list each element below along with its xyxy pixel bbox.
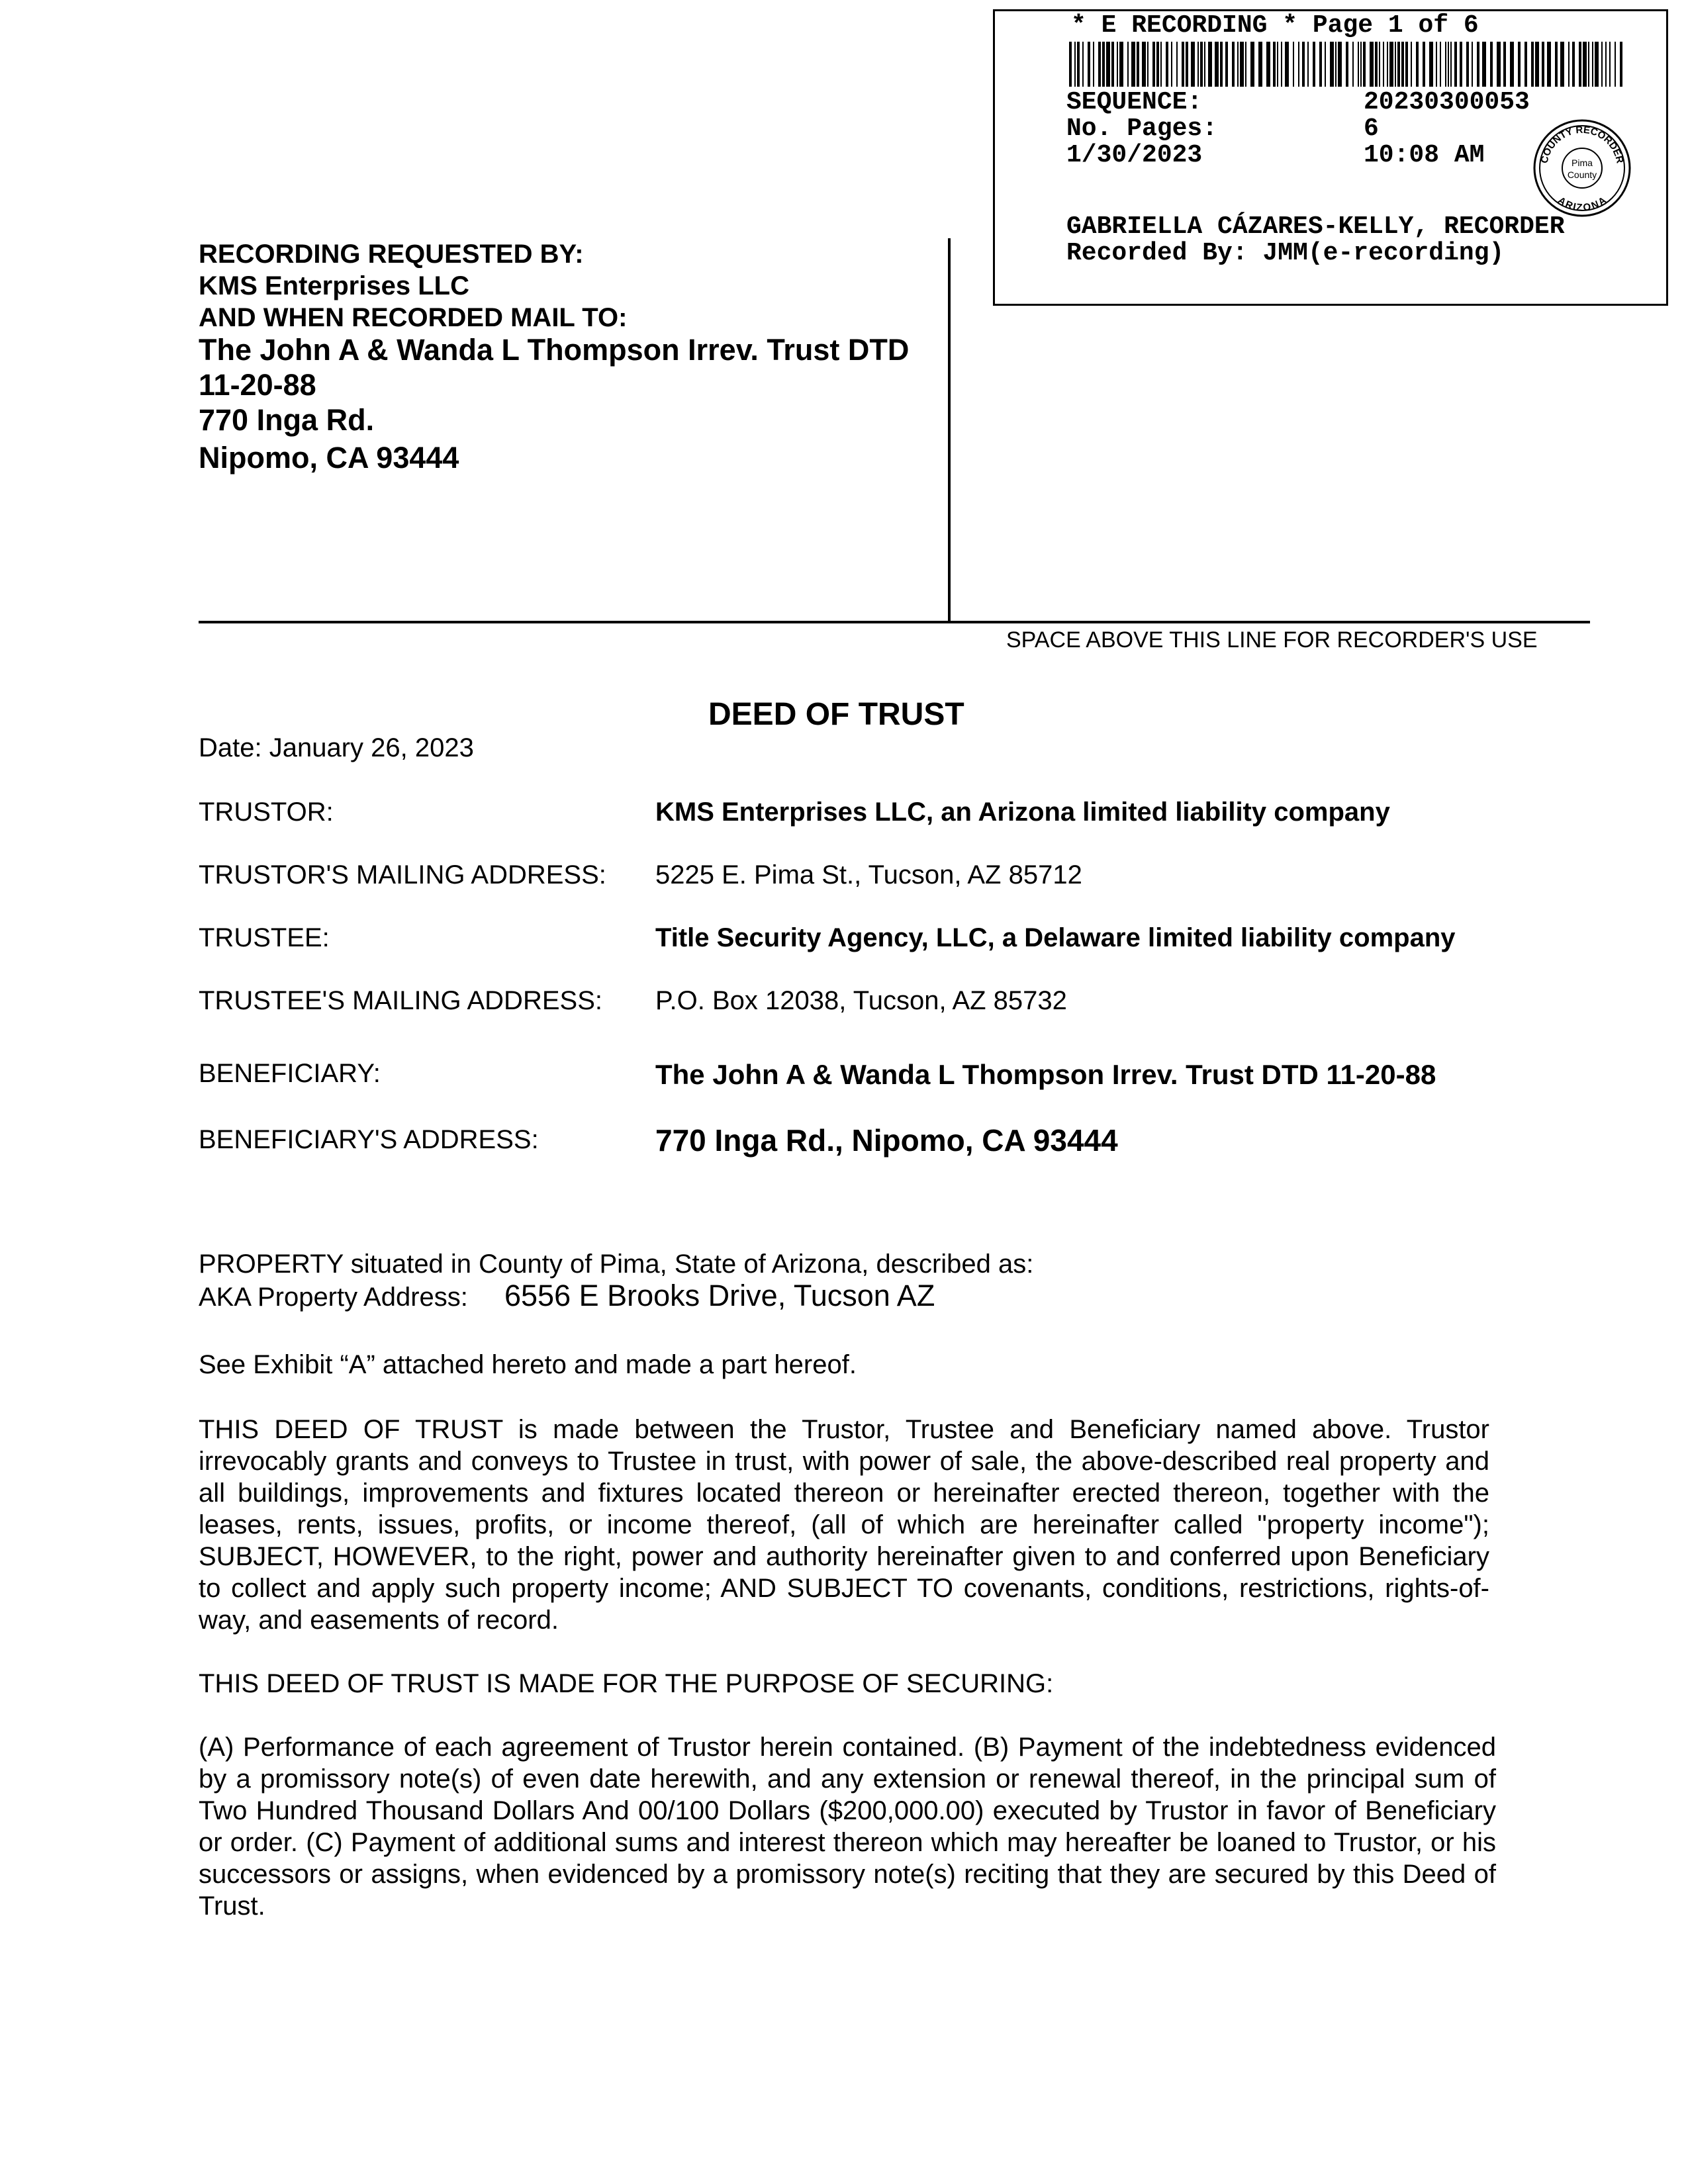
barcode-bar (1338, 42, 1342, 87)
barcode-bar (1620, 42, 1622, 87)
barcode-bar (1429, 42, 1433, 87)
barcode-bar (1346, 42, 1348, 87)
barcode-bar (1482, 42, 1486, 87)
barcode-bar (1298, 42, 1299, 87)
recorded-time: 10:08 AM (1364, 141, 1485, 169)
barcode-bar (1166, 42, 1168, 87)
barcode-bar (1319, 42, 1322, 87)
barcode-bar (1191, 42, 1195, 87)
barcode-bar (1313, 42, 1315, 87)
barcode-bar (1258, 42, 1262, 87)
barcode-bar (1335, 42, 1336, 87)
barcode-bar (1106, 42, 1110, 87)
mail-to-line3: 770 Inga Rd. (199, 403, 375, 437)
barcode-bar (1117, 42, 1118, 87)
barcode-bar (1176, 42, 1178, 87)
trustor-value: KMS Enterprises LLC, an Arizona limited liability company (655, 797, 1390, 827)
barcode-bar (1285, 42, 1289, 87)
barcode-bar (1542, 42, 1544, 87)
barcode-bar (1237, 42, 1239, 87)
barcode-bar (1293, 42, 1294, 87)
barcode-bar (1609, 42, 1611, 87)
barcode-bar (1204, 42, 1205, 87)
barcode-bar (1503, 42, 1506, 87)
recorder-line (199, 621, 1590, 623)
trustee-value: Title Security Agency, LLC, a Delaware limited liability company (655, 923, 1456, 952)
aka-label: AKA Property Address: (199, 1283, 468, 1312)
barcode-bar (1379, 42, 1380, 87)
barcode-bar (1250, 42, 1254, 87)
aka-address: 6556 E Brooks Drive, Tucson AZ (504, 1279, 935, 1312)
barcode-bar (1225, 42, 1228, 87)
barcode-bar (1383, 42, 1384, 87)
barcode-bar (1595, 42, 1599, 87)
seal-center-line2: County (1567, 169, 1597, 180)
barcode-bar (1077, 42, 1080, 87)
barcode-bar (1273, 42, 1276, 87)
barcode-bar (1405, 42, 1408, 87)
barcode-bar (1416, 42, 1419, 87)
barcode-bar (1448, 42, 1449, 87)
barcode-bar (1142, 42, 1146, 87)
barcode-bar (1160, 42, 1162, 87)
barcode-bar (1568, 42, 1570, 87)
pages-value: 6 (1364, 114, 1379, 143)
barcode-bar (1245, 42, 1246, 87)
trustee-label: TRUSTEE: (199, 923, 330, 952)
trustor-address-value: 5225 E. Pima St., Tucson, AZ 85712 (655, 860, 1082, 889)
barcode-bar (1147, 42, 1149, 87)
barcode-bar (1240, 42, 1244, 87)
barcode-bar (1266, 42, 1270, 87)
barcode-bar (1152, 42, 1155, 87)
barcode-bar (1445, 42, 1446, 87)
barcode-bar (1375, 42, 1378, 87)
barcode-bar (1281, 42, 1282, 87)
barcode-bar (1477, 42, 1479, 87)
barcode-bar (1397, 42, 1400, 87)
barcode-bar (1547, 42, 1551, 87)
barcode-bar (1232, 42, 1235, 87)
barcode-bar (1307, 42, 1309, 87)
sequence-label: SEQUENCE: (1066, 88, 1203, 116)
barcode-bar (1454, 42, 1457, 87)
pages-label: No. Pages: (1066, 114, 1218, 143)
barcode-bar (1524, 42, 1527, 87)
beneficiary-address-label: BENEFICIARY'S ADDRESS: (199, 1125, 539, 1154)
barcode-bar (1093, 42, 1094, 87)
seal-bottom-text: ARIZONA (1556, 195, 1609, 214)
requested-by-label: RECORDING REQUESTED BY: (199, 240, 584, 269)
barcode-bar (1592, 42, 1593, 87)
barcode-bar (1074, 42, 1076, 87)
barcode-bar (1131, 42, 1135, 87)
barcode-bar (1387, 42, 1388, 87)
barcode-bar (1510, 42, 1514, 87)
mail-to-line4: Nipomo, CA 93444 (199, 441, 459, 475)
barcode-bar (1220, 42, 1223, 87)
barcode-bar (1277, 42, 1278, 87)
vertical-divider (948, 238, 951, 622)
barcode-bar (1352, 42, 1354, 87)
barcode-bar (1560, 42, 1564, 87)
recorder-name: GABRIELLA CÁZARES-KELLY, RECORDER (1066, 212, 1565, 241)
document-date: Date: January 26, 2023 (199, 733, 474, 762)
barcode-bar (1325, 42, 1326, 87)
barcode-bar (1111, 42, 1114, 87)
barcode-bar (1182, 42, 1184, 87)
barcode-bar (1583, 42, 1587, 87)
barcode-bar (1389, 42, 1393, 87)
trustor-label: TRUSTOR: (199, 797, 334, 827)
barcode-bar (1102, 42, 1105, 87)
requested-by-name: KMS Enterprises LLC (199, 271, 469, 300)
barcode-bar (1186, 42, 1188, 87)
barcode-bar (1082, 42, 1084, 87)
sequence-value: 20230300053 (1364, 88, 1530, 116)
barcode-bar (1497, 42, 1501, 87)
barcode-bar (1098, 42, 1101, 87)
barcode-bar (1450, 42, 1452, 87)
barcode-bar (1215, 42, 1219, 87)
barcode-bar (1156, 42, 1159, 87)
barcode-bar (1472, 42, 1473, 87)
barcode-bar (1370, 42, 1374, 87)
seal-top-text: COUNTY RECORDER (1538, 124, 1626, 165)
mail-to-line2: 11-20-88 (199, 368, 316, 402)
recorded-date: 1/30/2023 (1066, 141, 1203, 169)
svg-text:ARIZONA (1556, 195, 1609, 214)
purpose-paragraph: (A) Performance of each agreement of Trustor herein contained. (B) Payment of the indebtedness evidenced by a promissory note(s) of even date herewith, and any extension or renewal thereof, in the principal sum of Two Hundred Thousand Dollars And 00/100 Dollars ($200,000.00) executed by Trustor in favor of Beneficiary or order. (C) Payment of additional sums and interest thereon which may hereafter be loaned to Trustor, or his successors or assigns, when evidenced by a promissory note(s) reciting that they are secured by this Deed of Trust. (199, 1733, 1496, 1921)
barcode-bar (1579, 42, 1581, 87)
barcode-bar (1588, 42, 1589, 87)
barcode-bar (1363, 42, 1366, 87)
document-title: DEED OF TRUST (708, 697, 964, 732)
barcode-bar (1555, 42, 1558, 87)
barcode-bar (1171, 42, 1172, 87)
barcode-bar (1069, 42, 1072, 87)
barcode-bar (1615, 42, 1616, 87)
barcode-bar (1401, 42, 1404, 87)
barcode-bar (1358, 42, 1359, 87)
mail-to-label: AND WHEN RECORDED MAIL TO: (199, 303, 628, 332)
trustee-address-value: P.O. Box 12038, Tucson, AZ 85732 (655, 986, 1067, 1015)
barcode-bar (1395, 42, 1396, 87)
barcode-bar (1572, 42, 1575, 87)
barcode-bar (1460, 42, 1462, 87)
beneficiary-value: The John A & Wanda L Thompson Irrev. Trust DTD 11-20-88 (655, 1059, 1436, 1090)
barcode-bar (1208, 42, 1212, 87)
barcode-bar (1127, 42, 1129, 87)
barcode-bar (1330, 42, 1334, 87)
purpose-heading: THIS DEED OF TRUST IS MADE FOR THE PURPOSE OF SECURING: (199, 1669, 1054, 1698)
stamp-header: * E RECORDING * Page 1 of 6 (1071, 11, 1479, 40)
barcode-bar (1411, 42, 1412, 87)
exhibit-note: See Exhibit “A” attached hereto and made a part hereof. (199, 1350, 857, 1379)
seal-center-line1: Pima (1571, 158, 1593, 168)
barcode-bar (1440, 42, 1441, 87)
barcode-bar (1200, 42, 1203, 87)
grant-paragraph: THIS DEED OF TRUST is made between the Trustor, Trustee and Beneficiary named above. Trustor irrevocably grants and conveys to Trustee in trust, with power of sale, the above-described real property and all buildings, improvements and fixtures located thereon or hereinafter erected thereon, together with the leases, rents, issues, profits, or income thereof, (all of which are hereinafter called "property income"); SUBJECT, HOWEVER, to the right, power and authority hereinafter given to and conferred upon Beneficiary to collect and apply such property income; AND SUBJECT TO covenants, conditions, restrictions, rights-of-way, and easements of record. (199, 1415, 1489, 1635)
beneficiary-address-value: 770 Inga Rd., Nipomo, CA 93444 (655, 1123, 1118, 1158)
barcode-bar (1490, 42, 1493, 87)
recorder-stamp (993, 9, 1668, 306)
recorders-use-note: SPACE ABOVE THIS LINE FOR RECORDER'S USE (1006, 627, 1538, 653)
barcode-bar (1119, 42, 1123, 87)
barcode-bar (1535, 42, 1539, 87)
barcode-icon (1069, 42, 1625, 87)
barcode-bar (1531, 42, 1534, 87)
county-seal-icon (1532, 118, 1632, 218)
recorded-by: Recorded By: JMM(e-recording) (1066, 239, 1505, 267)
barcode-bar (1137, 42, 1139, 87)
beneficiary-label: BENEFICIARY: (199, 1059, 381, 1088)
barcode-bar (1436, 42, 1437, 87)
barcode-bar (1518, 42, 1521, 87)
property-description: PROPERTY situated in County of Pima, State of Arizona, described as: (199, 1250, 1034, 1279)
trustee-address-label: TRUSTEE'S MAILING ADDRESS: (199, 986, 602, 1015)
barcode-bar (1302, 42, 1305, 87)
barcode-bar (1088, 42, 1090, 87)
barcode-bar (1466, 42, 1469, 87)
barcode-bar (1605, 42, 1607, 87)
trustor-address-label: TRUSTOR'S MAILING ADDRESS: (199, 860, 606, 889)
mail-to-line1: The John A & Wanda L Thompson Irrev. Trust DTD (199, 333, 910, 367)
barcode-bar (1360, 42, 1362, 87)
barcode-bar (1601, 42, 1603, 87)
barcode-bar (1197, 42, 1199, 87)
barcode-bar (1423, 42, 1425, 87)
